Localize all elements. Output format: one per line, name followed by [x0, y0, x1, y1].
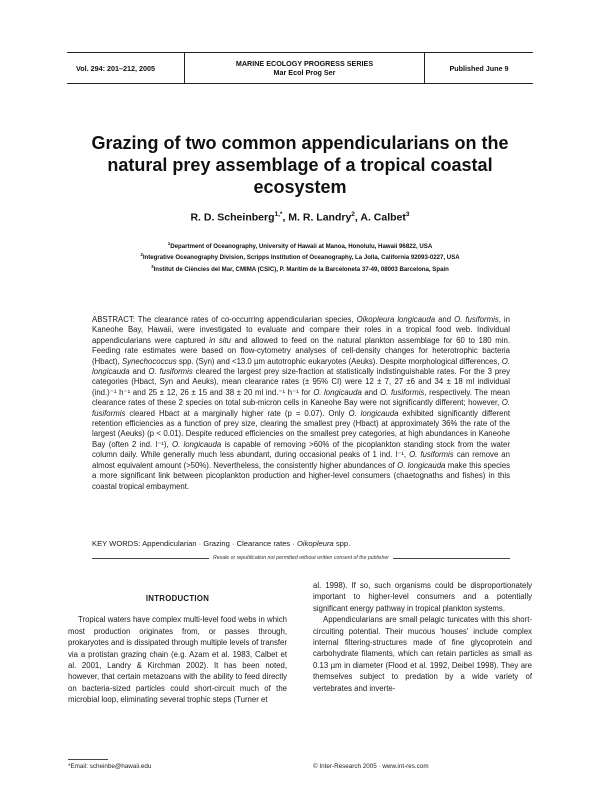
abstract-text: The clearance rates of co-occurring appendicularian species, [137, 315, 357, 324]
affiliation-list [70, 240, 530, 274]
abstract-text: and [435, 315, 455, 324]
species-name: O. longicauda [397, 460, 446, 470]
abstract-text: exhibited significantly different retention efficiencies as a function of prey size, clearing the smallest prey (Hbact) at approximately 36% the rate of the largest (Aeuks) (p < 0.01). Despite reduced efficiencies on the smallest prey categories, at high abundances in Kaneohe Bay (often 2 ind. l⁻¹), [92, 408, 510, 449]
abstract-text: is capable of removing >60% of the picoplankton standing stock from the water column daily. While generally much less abundant, during occasional peaks of 1 ind. l⁻¹, [92, 439, 510, 460]
affil-text: Institut de Ciències del Mar, CMIMA (CSIC), P. Marítim de la Barceloneta 37-49, 08003 Barcelona, Spain [153, 265, 449, 273]
author-separator: , [354, 211, 361, 224]
abstract-text: and allowed to feed on the natural plankton assemblage for 60 to 180 min. Feeding rate estimates were based on flow-cytometry analyses of cell-density changes for heterotrophic bacteria (Hbact), [92, 335, 510, 366]
author-list [70, 211, 530, 224]
abstract-text: , respectively. The mean clearance rates of these 2 species on total sub-micron cells in Kaneohe Bay were not significantly different; however, [92, 387, 510, 408]
paper-title: Grazing of two common appendicularians on the natural prey assemblage of a tropical coastal ecosystem [91, 133, 509, 197]
species-name: O. longicauda [171, 439, 222, 449]
column-right [313, 580, 532, 694]
author-affil-mark: 1,* [274, 211, 283, 218]
abstract [92, 315, 510, 492]
species-name: O. fusiformis [409, 450, 454, 460]
abstract-text: cleared Hbact at a marginally higher rate (p = 0.07). Only [125, 408, 349, 418]
affil-text: Integrative Oceanography Division, Scripps Institution of Oceanography, La Jolla, California 92093-0227, USA [142, 254, 460, 262]
abstract-label: ABSTRACT: [92, 315, 138, 324]
species-name: O. longicauda [92, 356, 510, 377]
column-left [68, 580, 287, 706]
affil-mark: 3 [151, 263, 154, 269]
species-name: O. longicauda [313, 387, 362, 397]
journal-header [67, 52, 533, 84]
volume-info: Vol. 294: 201–212, 2005 [67, 53, 185, 83]
copyright-notice: © Inter-Research 2005 · www.int-res.com [313, 763, 429, 770]
species-name: O. fusiformis [380, 387, 425, 397]
latin-term: in situ [209, 335, 231, 345]
paragraph: Appendicularians are small pelagic tunicates with this short-circuiting potential. Their mucous 'houses' include complex internal filtering-structures made of fine glycoprotein and carbohydrate filaments, which can retain particles as small as 0.13 µm in diameter (Flood et al. 1992, Deibel 1998). They are themselves subject to predation by a wide variety of vertebrates and inverte- [313, 615, 532, 693]
species-name: O. fusiformis [92, 398, 510, 418]
species-name: O. fusiformis [454, 315, 499, 324]
keywords [92, 539, 510, 548]
divider [393, 558, 510, 559]
author-name: M. R. Landry [288, 211, 352, 224]
abstract-text: can remove an almost equivalent amount (>50%). Nevertheless, the consistently higher abundances of [92, 450, 510, 470]
keywords-list: spp. [333, 539, 351, 548]
affil-mark: 1 [167, 241, 171, 246]
section-heading: INTRODUCTION [145, 594, 210, 603]
author-affil-mark: 2 [351, 211, 355, 218]
species-name: Synechococcus [122, 356, 177, 366]
author-affil-mark: 3 [405, 211, 410, 218]
species-name: O. fusiformis [148, 367, 193, 377]
author-separator: , [282, 211, 289, 224]
affiliation [70, 240, 530, 251]
publish-date: Published June 9 [424, 53, 533, 83]
abstract-text: spp. (Syn) and <13.0 µm autotrophic eukaryotes (Aeuks). Despite morphological differences, [176, 356, 502, 366]
abstract-text: and [361, 387, 381, 397]
species-name: Oikopleura longicauda [356, 315, 436, 324]
species-name: Oikopleura [296, 539, 334, 548]
abstract-text: , in Kaneohe Bay, Hawaii, were investigated to evaluate and compare their roles in a tropical food web. Individual appendicularians were captured [92, 315, 510, 345]
affiliation [70, 251, 530, 262]
resale-notice: Resale or republication not permitted without written consent of the publisher [213, 555, 389, 561]
journal-abbrev: Mar Ecol Prog Ser [273, 68, 336, 77]
resale-rule [92, 555, 510, 561]
affil-mark: 2 [140, 252, 143, 258]
author-name: R. D. Scheinberg [190, 211, 275, 224]
keywords-label: KEY WORDS: [92, 539, 143, 548]
paragraph: Tropical waters have complex multi-level food webs in which most production originates from, or passes through, prokaryotes and is dissipated through multiple levels of transfer via a protistan grazing chain (e.g. Azam et al. 1983, Calbet et al. 2001, Landry & Kirchman 2002). It has been noted, however, that certain metazoans with the ability to feed directly on bacteria-sized particles could short-circuit much of the microbial loop, eliminating several trophic steps (Turner et [68, 615, 287, 705]
keywords-list: Appendicularian · Grazing · Clearance rates · [142, 539, 297, 548]
paragraph: al. 1998). If so, such organisms could be disproportionately important to higher-level consumers and a potentially significant energy pathway in tropical plankton systems. [313, 581, 532, 613]
abstract-text: and [129, 367, 149, 377]
author-name: A. Calbet [360, 211, 406, 224]
affil-text: Department of Oceanography, University of Hawaii at Manoa, Honolulu, Hawaii 96822, USA [170, 243, 433, 251]
journal-name [185, 53, 424, 83]
affiliation [70, 263, 530, 274]
species-name: O. longicauda [348, 408, 399, 418]
email-footnote: *Email: scheinbe@hawaii.edu [68, 763, 152, 770]
footnote-divider [68, 759, 108, 760]
abstract-text: cleared the largest prey size-fraction at statistically indistinguishable rates. For the 3 prey categories (Hbact, Syn and Aeuks), mean clearance rates (± 95% CI) were 12 ± 7, 27 ±6 and 34 ± 18 ml individual (ind.)⁻¹ h⁻¹ and 25 ± 12, 26 ± 15 and 38 ± 20 ml ind.⁻¹ h⁻¹ for [92, 367, 510, 397]
abstract-text: make this species a more significant link between picoplankton production and higher-level consumers (chaetognaths and fishes) in this coastal tropical embayment. [92, 460, 510, 491]
journal-name-full: MARINE ECOLOGY PROGRESS SERIES [235, 59, 374, 68]
divider [92, 558, 209, 559]
